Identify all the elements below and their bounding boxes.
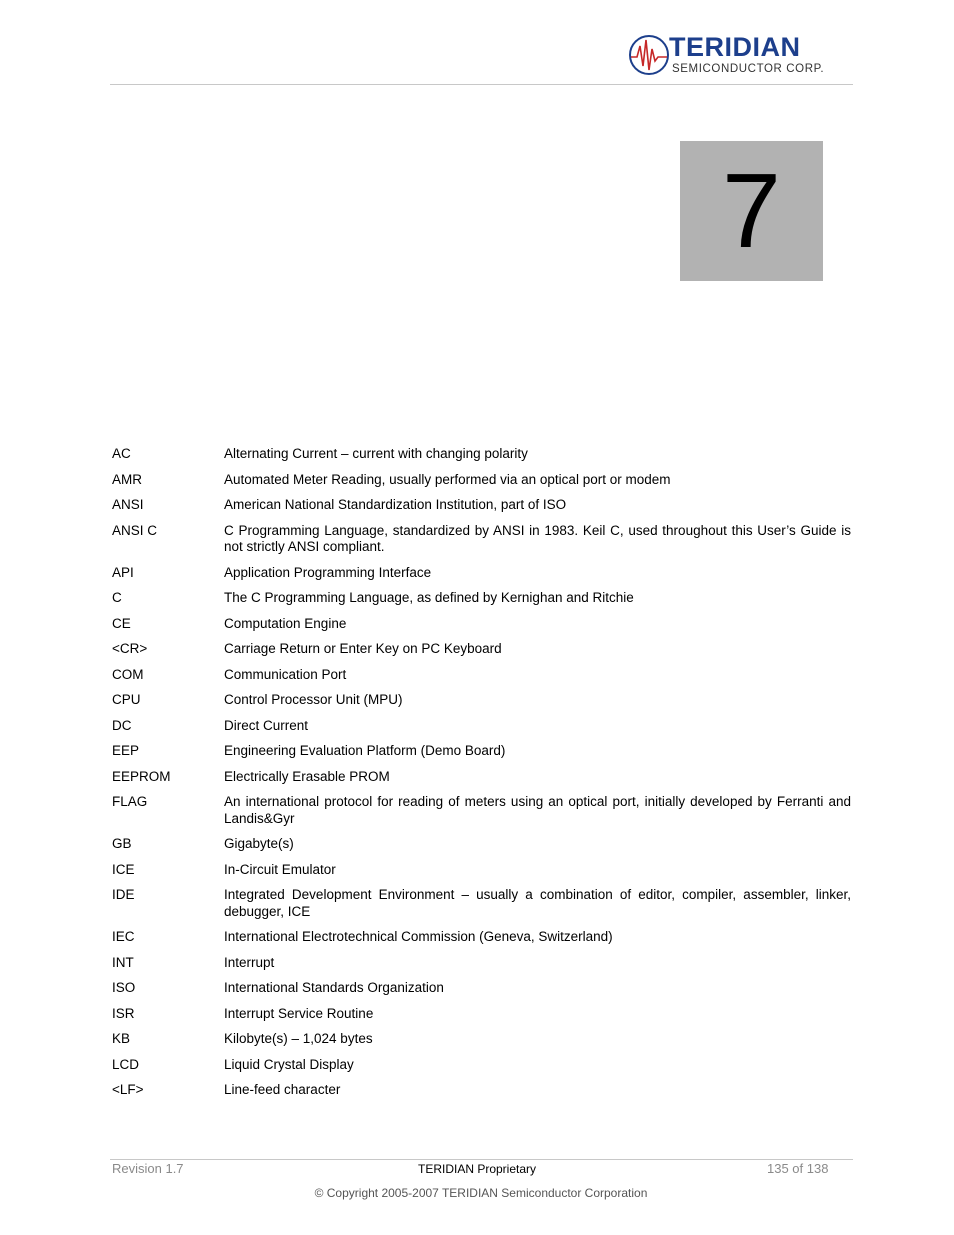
glossary-definition: Line-feed character (224, 1082, 341, 1097)
footer-copyright: © Copyright 2005-2007 TERIDIAN Semiconductor Corporation (314, 1186, 648, 1200)
glossary-row (112, 472, 851, 489)
glossary-definition: In-Circuit Emulator (224, 861, 336, 877)
glossary-definition: Kilobyte(s) – 1,024 bytes (224, 1031, 373, 1046)
glossary-definition: Communication Port (224, 666, 347, 682)
glossary-definition: Control Processor Unit (MPU) (224, 692, 403, 707)
glossary-definition: International Standards Organization (224, 980, 444, 995)
glossary-row (112, 980, 851, 997)
glossary-row (112, 523, 851, 556)
footer-revision: Revision 1.7 (112, 1161, 184, 1176)
glossary-row (112, 616, 851, 633)
glossary-row (112, 769, 851, 786)
company-logo (628, 32, 834, 80)
glossary-term: LCD (112, 1056, 140, 1072)
teridian-emblem-icon (628, 32, 672, 78)
glossary-term: <LF> (112, 1082, 144, 1097)
glossary-term: ANSI C (112, 522, 158, 538)
glossary-row (112, 565, 851, 582)
glossary-term: <CR> (112, 641, 148, 656)
glossary-row (112, 446, 851, 463)
glossary-definition: Integrated Development Environment – usually a combination of editor, compiler, assembler, linker, debugger, ICE (224, 887, 851, 919)
glossary-definition: The C Programming Language, as defined by Kernighan and Ritchie (224, 590, 634, 605)
glossary-term: API (112, 564, 134, 580)
glossary-row (112, 497, 851, 514)
glossary-definition: Carriage Return or Enter Key on PC Keyboard (224, 641, 502, 656)
glossary-definition: Interrupt Service Routine (224, 1005, 374, 1021)
glossary-term: EEP (112, 743, 140, 758)
glossary-definition: An international protocol for reading of meters using an optical port, initially developed by Ferranti and Landis&Gyr (224, 794, 851, 826)
glossary-row (112, 1031, 851, 1048)
glossary-list (112, 446, 851, 1108)
chapter-number-box (680, 141, 823, 281)
glossary-row (112, 1057, 851, 1074)
glossary-term: ISR (112, 1005, 135, 1021)
glossary-row (112, 836, 851, 853)
header-divider (110, 84, 853, 85)
glossary-row (112, 955, 851, 972)
glossary-row (112, 641, 851, 658)
logo-subtitle: SEMICONDUCTOR CORP. (672, 63, 825, 75)
glossary-row (112, 743, 851, 760)
glossary-term: IEC (112, 929, 135, 944)
glossary-definition: Automated Meter Reading, usually performed via an optical port or modem (224, 471, 671, 487)
glossary-definition: Computation Engine (224, 615, 347, 631)
glossary-row (112, 692, 851, 709)
glossary-row (112, 718, 851, 735)
glossary-row (112, 862, 851, 879)
glossary-row (112, 667, 851, 684)
glossary-term: ANSI (112, 497, 144, 512)
chapter-number: 7 (722, 152, 781, 270)
glossary-term: FLAG (112, 794, 148, 809)
glossary-term: DC (112, 717, 132, 733)
glossary-definition: Gigabyte(s) (224, 836, 294, 851)
glossary-definition: International Electrotechnical Commission (Geneva, Switzerland) (224, 929, 613, 944)
footer-page-number: 135 of 138 (767, 1161, 829, 1176)
glossary-term: AMR (112, 471, 142, 487)
footer-proprietary: TERIDIAN Proprietary (417, 1162, 537, 1176)
glossary-term: CPU (112, 692, 141, 707)
glossary-term: IDE (112, 887, 135, 902)
footer-divider (110, 1159, 853, 1160)
glossary-row (112, 794, 851, 827)
glossary-definition: Liquid Crystal Display (224, 1056, 354, 1072)
glossary-definition: Alternating Current – current with changing polarity (224, 446, 528, 461)
glossary-row (112, 1006, 851, 1023)
glossary-definition: C Programming Language, standardized by ANSI in 1983. Keil C, used throughout this User’s Guide is not strictly ANSI compliant. (224, 522, 851, 554)
glossary-term: CE (112, 615, 131, 631)
glossary-term: KB (112, 1031, 131, 1046)
glossary-row (112, 1082, 851, 1099)
glossary-row (112, 590, 851, 607)
glossary-term: EEPROM (112, 768, 171, 784)
glossary-term: C (112, 590, 122, 605)
glossary-term: ICE (112, 861, 135, 877)
glossary-term: COM (112, 666, 144, 682)
glossary-definition: American National Standardization Institution, part of ISO (224, 497, 567, 512)
glossary-term: GB (112, 836, 132, 851)
glossary-definition: Application Programming Interface (224, 564, 432, 580)
glossary-row (112, 887, 851, 920)
glossary-definition: Direct Current (224, 717, 309, 733)
glossary-term: AC (112, 446, 131, 461)
glossary-term: ISO (112, 980, 136, 995)
glossary-definition: Engineering Evaluation Platform (Demo Board) (224, 743, 506, 758)
glossary-term: INT (112, 954, 134, 970)
glossary-definition: Electrically Erasable PROM (224, 768, 390, 784)
glossary-row (112, 929, 851, 946)
glossary-definition: Interrupt (224, 954, 275, 970)
logo-wordmark: TERIDIAN (669, 32, 801, 62)
